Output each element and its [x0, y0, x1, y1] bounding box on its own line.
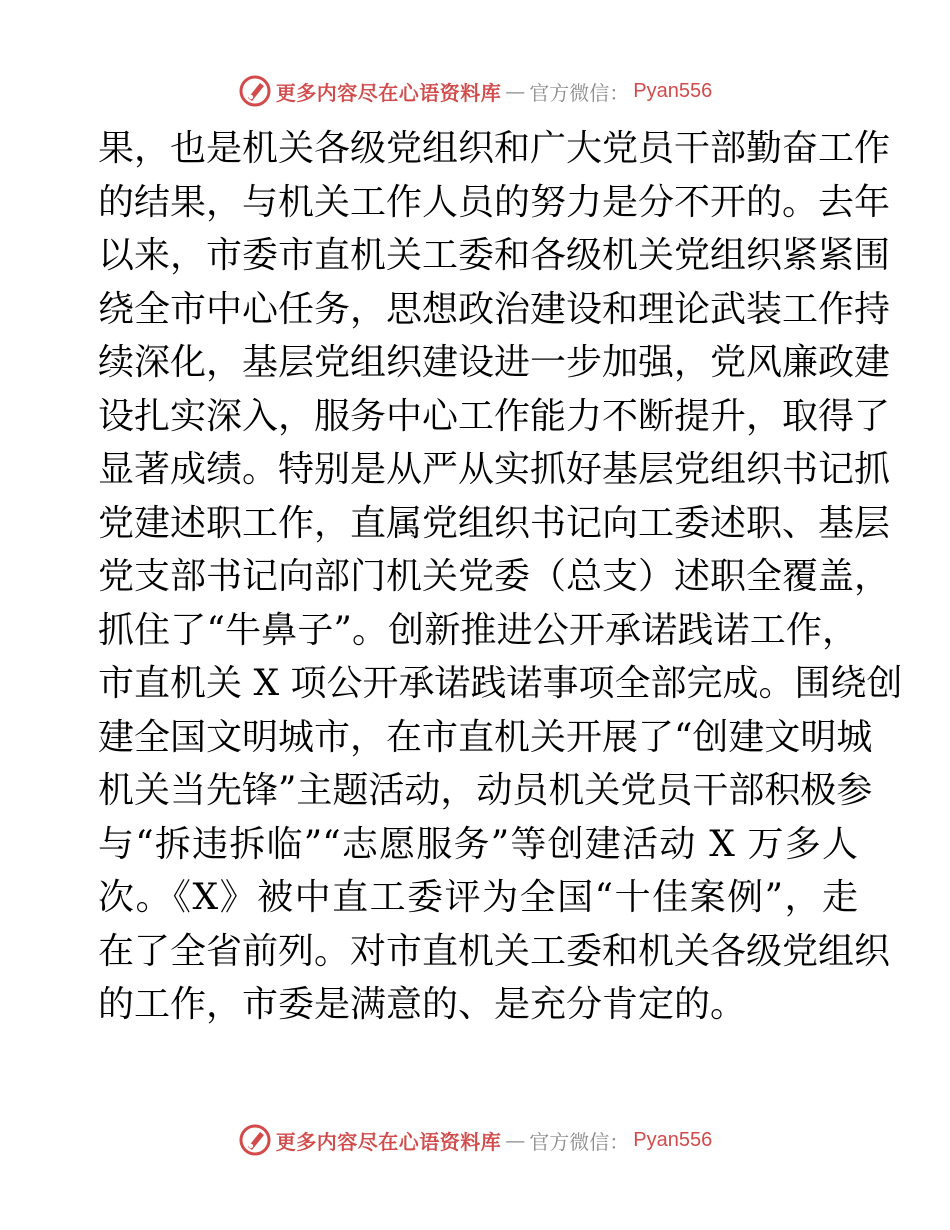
text-line: 续深化，基层党组织建设进一步加强，党风廉政建 — [98, 342, 891, 383]
text-line: 显著成绩。特别是从严从实抓好基层党组织书记抓 — [98, 449, 891, 490]
text-line: 与“拆违拆临”“志愿服务”等创建活动 X 万多人 — [98, 823, 858, 865]
pen-nib-circle-icon — [238, 1123, 272, 1157]
banner-brand-text: 更多内容尽在心语资料库 — [275, 1129, 502, 1154]
text-line: 市直机关 X 项公开承诺践诺事项全部完成。围绕创 — [98, 663, 903, 704]
text-line: 的工作，市委是满意的、是充分肯定的。 — [98, 984, 747, 1025]
banner-separator: — — [505, 79, 526, 103]
footer-watermark-banner — [0, 1120, 950, 1160]
text-line: 的结果，与机关工作人员的努力是分不开的。去年 — [98, 181, 891, 223]
text-line: 次。《X》被中直工委评为全国“十佳案例”，走 — [98, 877, 858, 918]
text-line: 设扎实深入，服务中心工作能力不断提升，取得了 — [98, 395, 891, 437]
banner-contact-label: 官方微信： — [529, 1129, 630, 1154]
pen-nib-circle-icon — [238, 74, 272, 108]
text-line: 绕全市中心任务，思想政治建设和理论武装工作持 — [98, 288, 891, 330]
banner-wechat-handle: Pyan556 — [633, 1128, 713, 1151]
document-body — [98, 122, 903, 1032]
header-watermark-banner — [0, 71, 950, 111]
banner-brand-text: 更多内容尽在心语资料库 — [275, 80, 502, 105]
text-line: 党建述职工作，直属党组织书记向工委述职、基层 — [98, 502, 891, 544]
text-line: 抓住了“牛鼻子”。创新推进公开承诺践诺工作， — [98, 609, 858, 651]
text-line: 建全国文明城市，在市直机关开展了“创建文明城 — [98, 716, 873, 758]
text-line: 机关当先锋”主题活动，动员机关党员干部积极参 — [98, 770, 873, 811]
banner-contact-label: 官方微信： — [529, 80, 630, 105]
text-line: 果，也是机关各级党组织和广大党员干部勤奋工作 — [98, 128, 891, 169]
banner-separator: — — [505, 1128, 526, 1152]
text-line: 在了全省前列。对市直机关工委和机关各级党组织 — [98, 930, 891, 972]
text-line: 以来，市委市直机关工委和各级机关党组织紧紧围 — [98, 235, 891, 276]
text-line: 党支部书记向部门机关党委（总支）述职全覆盖， — [98, 556, 891, 597]
banner-wechat-handle: Pyan556 — [633, 79, 713, 102]
